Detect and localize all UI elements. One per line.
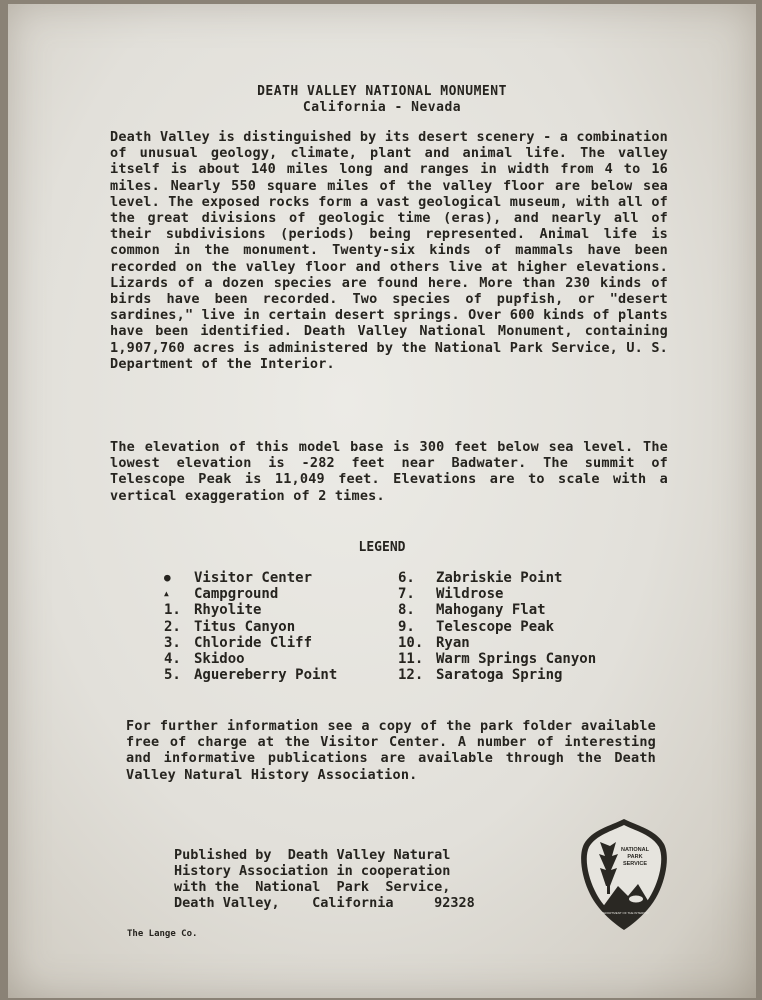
legend-item	[164, 667, 337, 683]
legend-item-label: Campground	[194, 586, 279, 603]
description-paragraph: Death Valley is distinguished by its desert scenery - a combination of unusual geology, climate, plant and animal life. The valley itself is about 140 miles long and ranges in width from 4 to 16 miles. Nearly 550 square miles of the valley floor are below sea level. The exposed rocks form a vast geological museum, with all of the great divisions of geologic time (eras), and nearly all of their subdivisions (periods) being represented. Animal life is common in the monument. Twenty-six kinds of mammals have been recorded on the valley floor and others live at higher elevations. Lizards of a dozen species are found here. More than 230 kinds of birds have been recorded. Two species of pupfish, or "desert sardines," live in certain desert springs. Over 600 kinds of plants have been identified. Death Valley National Monument, containing 1,907,760 acres is administered by the National Park Service, U. S. Department of the Interior.	[110, 129, 668, 372]
legend-item-label: Warm Springs Canyon	[436, 651, 597, 668]
legend-item	[164, 586, 337, 602]
document-title: DEATH VALLEY NATIONAL MONUMENT	[257, 84, 507, 99]
legend-item-label: Ryan	[436, 634, 470, 651]
legend-item	[398, 602, 596, 618]
legend-item	[398, 667, 596, 683]
legend-item-number: 10.	[398, 634, 424, 651]
legend-item	[164, 651, 337, 667]
legend-column-left	[164, 570, 337, 683]
legend-item-label: Saratoga Spring	[436, 667, 563, 684]
legend-item-number: 6.	[398, 570, 415, 586]
elevation-paragraph: The elevation of this model base is 300 feet below sea level. The lowest elevation is -282 feet near Badwater. The summit of Telescope Peak is 11,049 feet. Elevations are to scale with a vertical exaggeration of 2 times.	[110, 439, 668, 504]
legend-item	[164, 602, 337, 618]
legend-item-label: Titus Canyon	[194, 618, 296, 635]
further-info-paragraph: For further information see a copy of the park folder available free of charge at the Visitor Center. A number of interesting and informative publications are available through the Death Valley Natural History Association.	[126, 718, 656, 783]
publisher-line: with the National Park Service,	[174, 879, 451, 895]
legend-item	[398, 619, 596, 635]
legend-item-number: 11.	[398, 651, 424, 668]
legend-item-number: 8.	[398, 602, 415, 619]
publisher-block	[174, 847, 475, 911]
legend-column-right	[398, 570, 596, 683]
campground-icon: ▲	[164, 589, 169, 599]
legend-item-number: 1.	[164, 602, 181, 619]
legend-item-label: Chloride Cliff	[194, 634, 313, 651]
legend-title: LEGEND	[358, 540, 406, 555]
legend-item-label: Visitor Center	[194, 570, 313, 586]
svg-text:SERVICE: SERVICE	[622, 861, 648, 867]
svg-text:NATIONAL: NATIONAL	[620, 847, 650, 853]
legend-item-number: 3.	[164, 634, 181, 651]
legend-item-number: 9.	[398, 618, 415, 635]
publisher-line: Death Valley, California 92328	[174, 895, 475, 911]
legend-item-label: Wildrose	[436, 586, 504, 603]
nps-arrowhead-logo	[578, 816, 670, 932]
legend-item	[164, 570, 337, 586]
legend-item-number: 4.	[164, 651, 181, 668]
svg-text:PARK: PARK	[627, 854, 643, 860]
legend-item-label: Telescope Peak	[436, 618, 555, 635]
legend-item-label: Aguereberry Point	[194, 667, 338, 684]
legend-item	[398, 651, 596, 667]
visitor-center-icon: ●	[164, 571, 171, 584]
legend-item-number: 5.	[164, 667, 181, 684]
legend-item	[164, 619, 337, 635]
legend-item-number: 7.	[398, 586, 415, 603]
document-page	[8, 4, 756, 998]
legend-item	[398, 586, 596, 602]
printer-mark: The Lange Co.	[127, 929, 198, 939]
publisher-line: History Association in cooperation	[174, 863, 451, 879]
document-subtitle: California - Nevada	[302, 100, 462, 115]
svg-text:DEPARTMENT OF THE INTERIOR: DEPARTMENT OF THE INTERIOR	[601, 911, 649, 915]
legend-item-number: 2.	[164, 618, 181, 635]
legend-item	[164, 635, 337, 651]
legend-item-label: Zabriskie Point	[436, 570, 563, 586]
legend-item-label: Mahogany Flat	[436, 602, 546, 619]
legend-item-label: Skidoo	[194, 651, 245, 668]
legend-item-number: 12.	[398, 667, 424, 684]
publisher-line: Published by Death Valley Natural	[174, 847, 451, 863]
legend-item-label: Rhyolite	[194, 602, 262, 619]
legend-item	[398, 570, 596, 586]
legend-item	[398, 635, 596, 651]
